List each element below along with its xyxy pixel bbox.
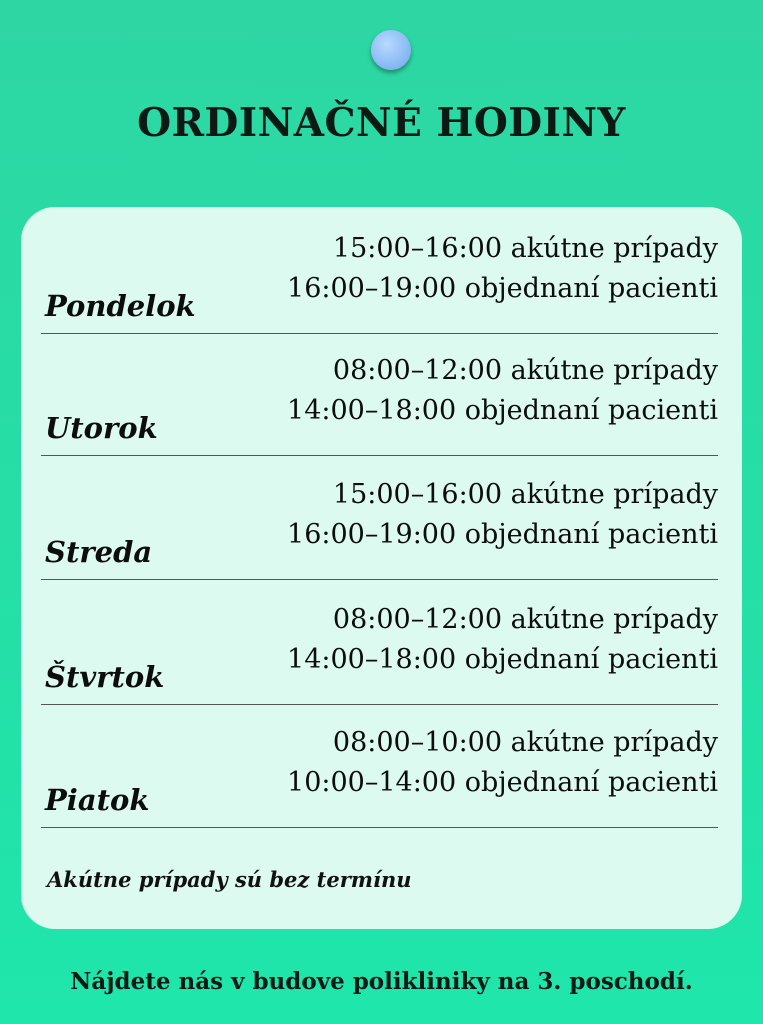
acute-hours: 08:00–12:00 akútne prípady bbox=[332, 355, 718, 386]
schedule-row-thursday bbox=[41, 600, 718, 705]
schedule-row-friday bbox=[41, 723, 718, 828]
hours-block bbox=[287, 600, 718, 680]
ordered-hours: 14:00–18:00 objednaní pacienti bbox=[287, 395, 718, 426]
ordered-hours: 14:00–18:00 objednaní pacienti bbox=[287, 644, 718, 675]
day-label: Piatok bbox=[45, 783, 150, 817]
hours-block bbox=[287, 351, 718, 431]
ordered-hours: 16:00–19:00 objednaní pacienti bbox=[287, 273, 718, 304]
acute-hours: 08:00–10:00 akútne prípady bbox=[332, 727, 718, 758]
acute-hours: 15:00–16:00 akútne prípady bbox=[332, 233, 718, 264]
day-label: Utorok bbox=[45, 411, 158, 445]
schedule-row-tuesday bbox=[41, 351, 718, 456]
page-title: ORDINAČNÉ HODINY bbox=[137, 100, 626, 146]
acute-hours: 15:00–16:00 akútne prípady bbox=[332, 479, 718, 510]
hours-block bbox=[287, 723, 718, 803]
hours-block bbox=[287, 475, 718, 555]
schedule-card bbox=[21, 207, 742, 929]
hours-block bbox=[287, 229, 718, 309]
ordered-hours: 16:00–19:00 objednaní pacienti bbox=[287, 519, 718, 550]
schedule-row-monday bbox=[41, 229, 718, 334]
acute-hours: 08:00–12:00 akútne prípady bbox=[332, 604, 718, 635]
ordered-hours: 10:00–14:00 objednaní pacienti bbox=[287, 767, 718, 798]
day-label: Štvrtok bbox=[45, 660, 165, 694]
day-label: Streda bbox=[45, 535, 153, 569]
schedule-row-wednesday bbox=[41, 475, 718, 580]
acute-cases-note: Akútne prípady sú bez termínu bbox=[47, 867, 412, 892]
location-footer: Nájdete nás v budove polikliniky na 3. poschodí. bbox=[70, 968, 693, 995]
pin-icon bbox=[371, 30, 411, 70]
day-label: Pondelok bbox=[45, 289, 196, 323]
